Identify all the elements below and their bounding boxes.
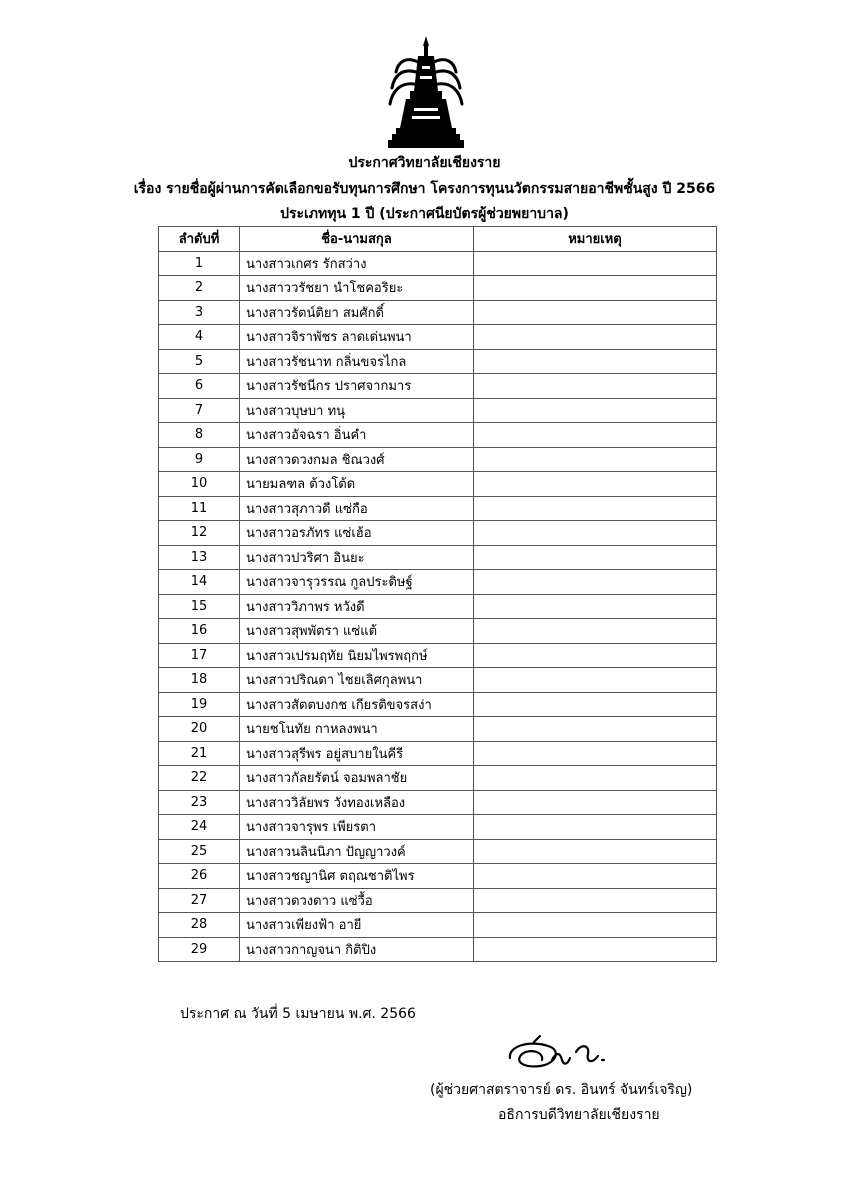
row-number: 19	[159, 692, 240, 717]
row-remark	[474, 864, 717, 889]
table-row	[159, 717, 717, 742]
table-row	[159, 251, 717, 276]
table-row	[159, 594, 717, 619]
row-name: นางสาวเพียงฟ้า อายี	[240, 913, 474, 938]
table-row	[159, 545, 717, 570]
row-number: 6	[159, 374, 240, 399]
recipients-table	[158, 226, 717, 962]
table-row	[159, 864, 717, 889]
table-row	[159, 374, 717, 399]
table-row	[159, 741, 717, 766]
signer-title: อธิการบดีวิทยาลัยเชียงราย	[498, 1107, 660, 1123]
row-remark	[474, 594, 717, 619]
row-name: นางสาวรัชนีกร ปราศจากมาร	[240, 374, 474, 399]
row-name: นางสาวชญานิศ ตฤณชาติไพร	[240, 864, 474, 889]
col-header-name: ชื่อ-นามสกุล	[240, 227, 474, 252]
row-remark	[474, 472, 717, 497]
row-number: 17	[159, 643, 240, 668]
table-row	[159, 300, 717, 325]
signature-image	[500, 1030, 630, 1076]
table-row	[159, 570, 717, 595]
table-row	[159, 276, 717, 301]
row-number: 26	[159, 864, 240, 889]
row-name: นางสาวรัชนาท กลิ่นขจรไกล	[240, 349, 474, 374]
table-row	[159, 619, 717, 644]
row-name: นางสาวดวงกมล ชิณวงศ์	[240, 447, 474, 472]
row-remark	[474, 374, 717, 399]
row-number: 20	[159, 717, 240, 742]
row-number: 18	[159, 668, 240, 693]
row-number: 13	[159, 545, 240, 570]
row-remark	[474, 692, 717, 717]
announcement-org: ประกาศวิทยาลัยเชียงราย	[348, 155, 501, 171]
row-number: 5	[159, 349, 240, 374]
row-number: 7	[159, 398, 240, 423]
row-name: นางสาวกัลยรัตน์ จอมพลาชัย	[240, 766, 474, 791]
signer-name: (ผู้ช่วยศาสตราจารย์ ดร. อินทร์ จันทร์เจริญ)	[430, 1082, 693, 1098]
row-name: นางสาวจารุพร เพียรตา	[240, 815, 474, 840]
college-emblem-icon	[388, 36, 464, 148]
row-number: 22	[159, 766, 240, 791]
row-remark	[474, 619, 717, 644]
row-remark	[474, 496, 717, 521]
row-name: นางสาวปวริศา อินยะ	[240, 545, 474, 570]
row-number: 1	[159, 251, 240, 276]
row-name: นายชโนทัย กาหลงพนา	[240, 717, 474, 742]
row-remark	[474, 717, 717, 742]
row-remark	[474, 888, 717, 913]
table-row	[159, 447, 717, 472]
row-remark	[474, 447, 717, 472]
row-remark	[474, 325, 717, 350]
table-row	[159, 398, 717, 423]
announcement-date: ประกาศ ณ วันที่ 5 เมษายน พ.ศ. 2566	[180, 1006, 416, 1022]
table-row	[159, 521, 717, 546]
row-number: 24	[159, 815, 240, 840]
row-remark	[474, 300, 717, 325]
row-number: 8	[159, 423, 240, 448]
row-remark	[474, 545, 717, 570]
row-name: นางสาวปริณดา ไชยเลิศกุลพนา	[240, 668, 474, 693]
row-number: 15	[159, 594, 240, 619]
row-name: นางสาววิภาพร หวังดี	[240, 594, 474, 619]
table-row	[159, 643, 717, 668]
row-number: 3	[159, 300, 240, 325]
row-name: นางสาวสัตตบงกช เกียรติขจรสง่า	[240, 692, 474, 717]
table-row	[159, 325, 717, 350]
row-number: 28	[159, 913, 240, 938]
row-number: 10	[159, 472, 240, 497]
row-remark	[474, 570, 717, 595]
row-remark	[474, 521, 717, 546]
row-remark	[474, 937, 717, 962]
row-name: นางสาวรัตน์ติยา สมศักดิ์	[240, 300, 474, 325]
table-row	[159, 913, 717, 938]
row-remark	[474, 839, 717, 864]
row-name: นางสาววรัชยา นำโชคอริยะ	[240, 276, 474, 301]
row-remark	[474, 741, 717, 766]
table-row	[159, 790, 717, 815]
row-number: 4	[159, 325, 240, 350]
row-number: 27	[159, 888, 240, 913]
row-remark	[474, 276, 717, 301]
row-name: นางสาวเปรมฤทัย นิยมไพรพฤกษ์	[240, 643, 474, 668]
row-name: นางสาวจิราพัชร ลาดเด่นพนา	[240, 325, 474, 350]
table-row	[159, 668, 717, 693]
row-number: 2	[159, 276, 240, 301]
row-remark	[474, 643, 717, 668]
row-name: นางสาวดวงดาว แซ่วื้อ	[240, 888, 474, 913]
row-remark	[474, 815, 717, 840]
row-number: 29	[159, 937, 240, 962]
table-row	[159, 888, 717, 913]
row-name: นางสาวอัจฉรา อิ่นคำ	[240, 423, 474, 448]
table-row	[159, 815, 717, 840]
table-row	[159, 839, 717, 864]
row-remark	[474, 668, 717, 693]
table-row	[159, 692, 717, 717]
row-remark	[474, 913, 717, 938]
row-remark	[474, 766, 717, 791]
table-row	[159, 349, 717, 374]
col-header-number: ลำดับที่	[159, 227, 240, 252]
row-name: นางสาวสุพพัตรา แซ่แต้	[240, 619, 474, 644]
row-remark	[474, 423, 717, 448]
row-remark	[474, 251, 717, 276]
row-name: นางสาวจารุวรรณ กูลประดิษฐ์	[240, 570, 474, 595]
row-name: นางสาวกาญจนา กิติปิง	[240, 937, 474, 962]
announcement-subject: เรื่อง รายชื่อผู้ผ่านการคัดเลือกขอรับทุนการศึกษา โครงการทุนนวัตกรรมสายอาชีพชั้นสูง ปี 2566	[133, 181, 716, 197]
table-row	[159, 423, 717, 448]
row-remark	[474, 790, 717, 815]
table-row	[159, 766, 717, 791]
row-name: นางสาวบุษบา ทนุ	[240, 398, 474, 423]
table-row	[159, 496, 717, 521]
table-header-row	[159, 227, 717, 252]
col-header-remark: หมายเหตุ	[474, 227, 717, 252]
row-name: นางสาวเกศร รักสว่าง	[240, 251, 474, 276]
row-number: 16	[159, 619, 240, 644]
row-number: 25	[159, 839, 240, 864]
row-number: 21	[159, 741, 240, 766]
row-number: 23	[159, 790, 240, 815]
row-remark	[474, 349, 717, 374]
row-name: นางสาววิลัยพร วังทองเหลือง	[240, 790, 474, 815]
row-number: 14	[159, 570, 240, 595]
row-name: นางสาวอรภัทร แซ่เฮ้อ	[240, 521, 474, 546]
row-name: นายมลฑล ต้วงโต้ด	[240, 472, 474, 497]
row-number: 12	[159, 521, 240, 546]
row-name: นางสาวนลินนิภา ปัญญาวงค์	[240, 839, 474, 864]
row-remark	[474, 398, 717, 423]
row-number: 11	[159, 496, 240, 521]
row-name: นางสาวสุภาวดี แซ่กือ	[240, 496, 474, 521]
row-name: นางสาวสุรีพร อยู่สบายในคีรี	[240, 741, 474, 766]
scholarship-type: ประเภททุน 1 ปี (ประกาศนียบัตรผู้ช่วยพยาบาล)	[280, 206, 569, 222]
table-row	[159, 937, 717, 962]
row-number: 9	[159, 447, 240, 472]
table-row	[159, 472, 717, 497]
